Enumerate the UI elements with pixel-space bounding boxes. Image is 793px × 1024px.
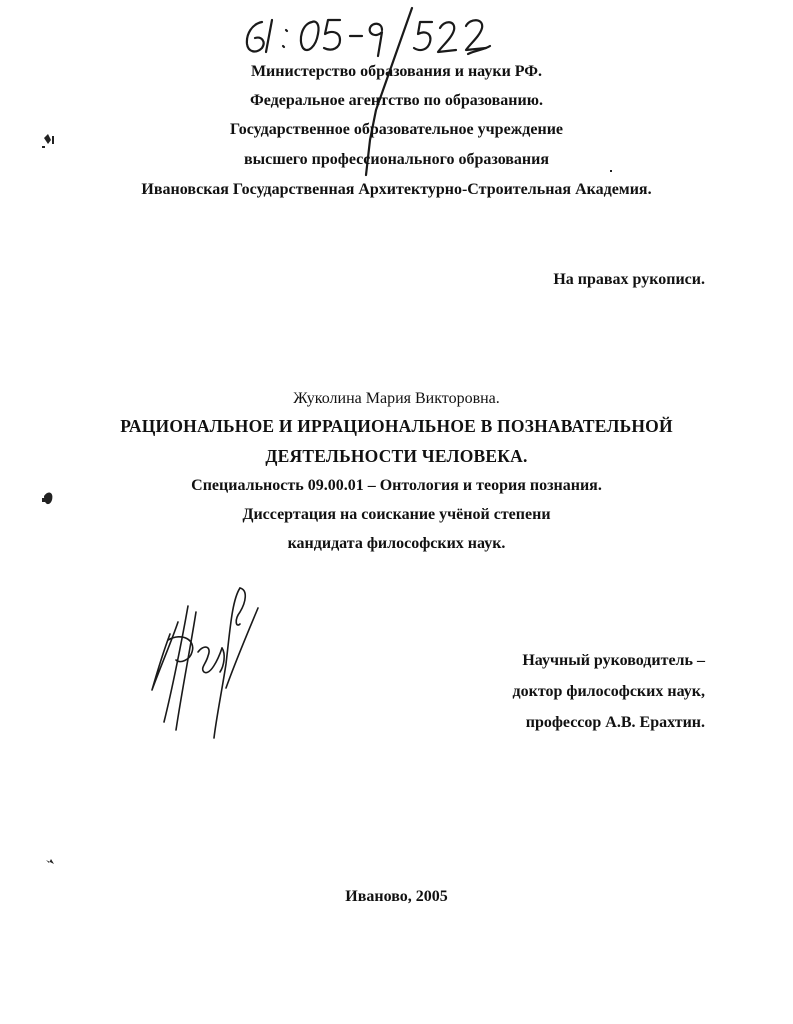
rights-note: На правах рукописи. [553, 271, 705, 288]
author-name: Жуколина Мария Викторовна. [293, 390, 500, 407]
supervisor-degree: доктор философских наук, [512, 683, 705, 700]
supervisor-name: профессор А.В. Ерахтин. [525, 714, 705, 731]
degree-line-2: кандидата философских наук. [287, 535, 506, 552]
institution-line-2: высшего профессионального образования [243, 151, 550, 168]
supervisor-role: Научный руководитель – [522, 652, 705, 669]
thesis-title-line-2: ДЕЯТЕЛЬНОСТИ ЧЕЛОВЕКА. [265, 446, 528, 466]
agency-line: Федеральное агентство по образованию. [250, 92, 543, 109]
specialty-line: Специальность 09.00.01 – Онтология и теория познания. [191, 477, 602, 494]
academy-line: Ивановская Государственная Архитектурно-Строительная Академия. [141, 181, 652, 198]
ministry-line: Министерство образования и науки РФ. [250, 63, 543, 80]
thesis-title-line-1: РАЦИОНАЛЬНОЕ И ИРРАЦИОНАЛЬНОЕ В ПОЗНАВАТЕЛЬНОЙ [120, 416, 673, 436]
degree-line-1: Диссертация на соискание учёной степени [242, 506, 551, 523]
institution-line-1: Государственное образовательное учреждение [229, 121, 564, 138]
place-year: Иваново, 2005 [345, 888, 448, 905]
